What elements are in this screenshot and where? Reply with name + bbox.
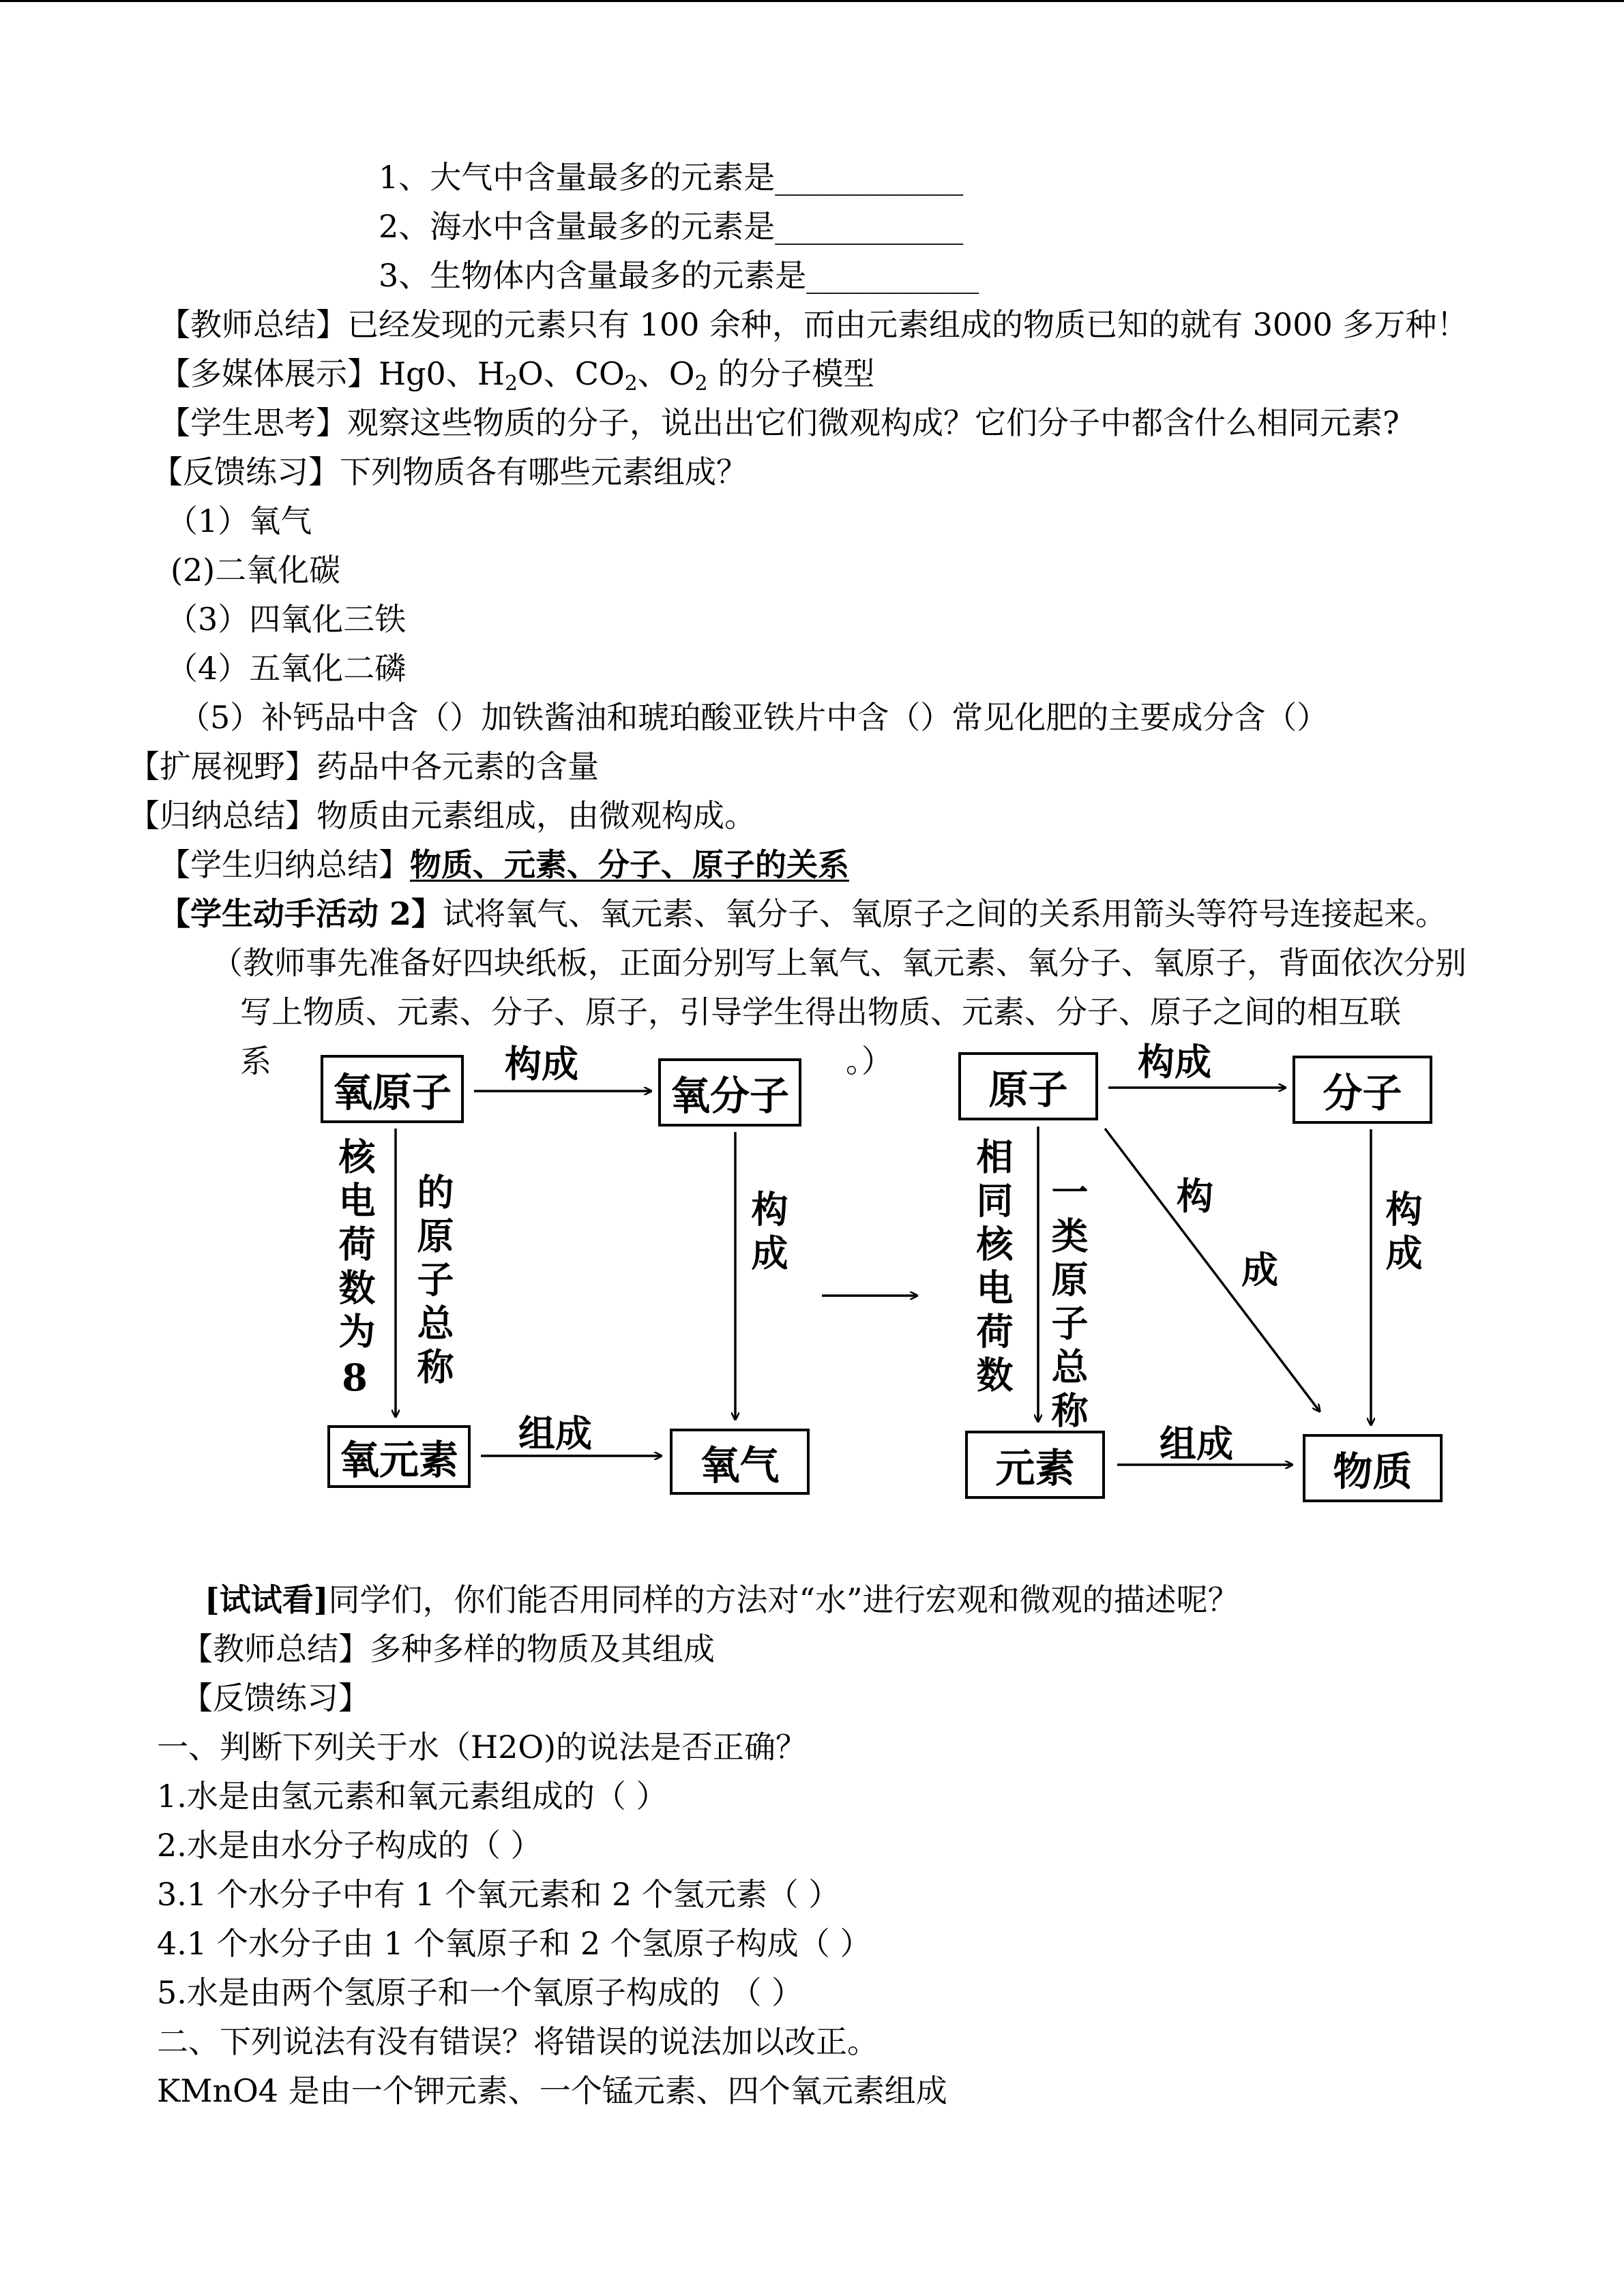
correct-title: 二、下列说法有没有错误？将错误的说法加以改正。 xyxy=(157,2023,879,2060)
tag: 【学生动手活动 2】 xyxy=(159,895,443,932)
judge-item-4: 4.1 个水分子由 1 个氧原子和 2 个氢原子构成（ ） xyxy=(157,1925,872,1962)
question-3: 3、生物体内含量最多的元素是___________ xyxy=(379,257,979,294)
para-line-1: （教师事先准备好四块纸板，正面分别写上氧气、氧元素、氧分子、氧原子，背面依次分别 xyxy=(211,944,1466,981)
text: 多种多样的物质及其组成 xyxy=(370,1630,715,1667)
judge-item-1: 1.水是由氢元素和氧元素组成的（ ） xyxy=(157,1778,668,1815)
text: 已经发现的元素只有 100 余种，而由元素组成的物质已知的就有 3000 多万种！ xyxy=(347,306,1468,343)
label-right-vert-2: 一类原子总称 xyxy=(1046,1173,1089,1435)
item-2: (2)二氧化碳 xyxy=(171,552,341,588)
label-right-bottom: 组成 xyxy=(1160,1422,1233,1465)
label-left-vert-2: 的原子总称 xyxy=(411,1173,455,1391)
label-left-right: 构成 xyxy=(745,1190,789,1277)
para-line-2: 写上物质、元素、分子、原子，引导学生得出物质、元素、分子、原子之间的相互联 xyxy=(240,994,1401,1030)
relationship-title: 物质、元素、分子、原子的关系 xyxy=(410,846,849,883)
label-diagonal-1: 构 xyxy=(1177,1174,1213,1218)
judge-item-2: 2.水是由水分子构成的（ ） xyxy=(157,1827,542,1864)
box-oxygen-atom: 氧原子 xyxy=(321,1055,464,1123)
text: 试将氧气、氧元素、氧分子、氧原子之间的关系用箭头等符号连接起来。 xyxy=(443,895,1447,932)
try-it xyxy=(205,1579,1239,1620)
subscript: 2 xyxy=(624,372,638,396)
label-diagonal-2: 成 xyxy=(1241,1248,1278,1292)
item-1: （1）氧气 xyxy=(166,503,312,539)
tag: 【学生归纳总结】 xyxy=(159,846,410,883)
tag: [试试看] xyxy=(205,1581,329,1618)
box-substance: 物质 xyxy=(1303,1434,1443,1502)
box-molecule: 分子 xyxy=(1293,1056,1432,1124)
text: 同学们，你们能否用同样的方法对“水”进行宏观和微观的描述呢？ xyxy=(328,1581,1239,1618)
formula-part: 、O xyxy=(637,355,695,392)
formula-part: O、CO xyxy=(518,355,625,392)
box-oxygen-molecule: 氧分子 xyxy=(658,1058,801,1127)
tag: 【反馈练习】 xyxy=(151,453,340,490)
formula-part: Hg0、H xyxy=(379,355,505,392)
tag: 【学生思考】 xyxy=(159,404,347,441)
correct-item: KMnO4 是由一个钾元素、一个锰元素、四个氧元素组成 xyxy=(157,2072,947,2109)
label-right-top: 构成 xyxy=(1138,1040,1211,1084)
tag: 【扩展视野】 xyxy=(128,748,316,785)
label-right-right: 构成 xyxy=(1380,1190,1423,1277)
arrow-diagonal xyxy=(1105,1129,1320,1412)
formula-tail: 的分子模型 xyxy=(707,355,875,392)
feedback-2: 【反馈练习】 xyxy=(181,1680,370,1716)
para-line-3: 系 xyxy=(240,1043,271,1079)
teacher-summary-2 xyxy=(181,1628,715,1669)
box-atom: 原子 xyxy=(958,1052,1098,1120)
para-end: 。） xyxy=(846,1043,893,1079)
label-left-top: 构成 xyxy=(505,1042,578,1086)
box-element: 元素 xyxy=(965,1431,1105,1499)
text: 物质由元素组成，由微观构成。 xyxy=(316,797,756,834)
tag: 【归纳总结】 xyxy=(128,797,316,834)
box-oxygen-gas: 氧气 xyxy=(670,1429,810,1495)
box-oxygen-element: 氧元素 xyxy=(327,1425,471,1488)
subscript: 2 xyxy=(504,372,518,396)
item-3: （3）四氧化三铁 xyxy=(166,601,407,638)
label-left-vert-1: 核电荷数为8 xyxy=(333,1137,377,1406)
text: 观察这些物质的分子，说出出它们微观构成？它们分子中都含什么相同元素? xyxy=(347,404,1400,441)
text: 下列物质各有哪些元素组成？ xyxy=(340,453,748,490)
item-4: （4）五氧化二磷 xyxy=(166,650,407,687)
text: 药品中各元素的含量 xyxy=(316,748,599,785)
tag: 【教师总结】 xyxy=(181,1630,370,1667)
question-1: 1、大气中含量最多的元素是____________ xyxy=(379,159,964,196)
label-left-bottom: 组成 xyxy=(518,1412,592,1455)
tag: 【教师总结】 xyxy=(159,306,347,343)
label-right-vert-1: 相同核电荷数 xyxy=(971,1137,1014,1399)
judge-item-3: 3.1 个水分子中有 1 个氧元素和 2 个氢元素（ ） xyxy=(157,1876,840,1913)
item-5: （5）补钙品中含（）加铁酱油和琥珀酸亚铁片中含（）常见化肥的主要成分含（） xyxy=(179,699,1329,736)
question-2: 2、海水中含量最多的元素是____________ xyxy=(379,208,964,245)
subscript: 2 xyxy=(694,372,708,396)
tag: 【多媒体展示】 xyxy=(159,355,379,392)
judge-item-5: 5.水是由两个氢原子和一个氧原子构成的 （ ） xyxy=(157,1974,803,2011)
judge-title: 一、判断下列关于水（H2O)的说法是否正确？ xyxy=(157,1729,808,1765)
